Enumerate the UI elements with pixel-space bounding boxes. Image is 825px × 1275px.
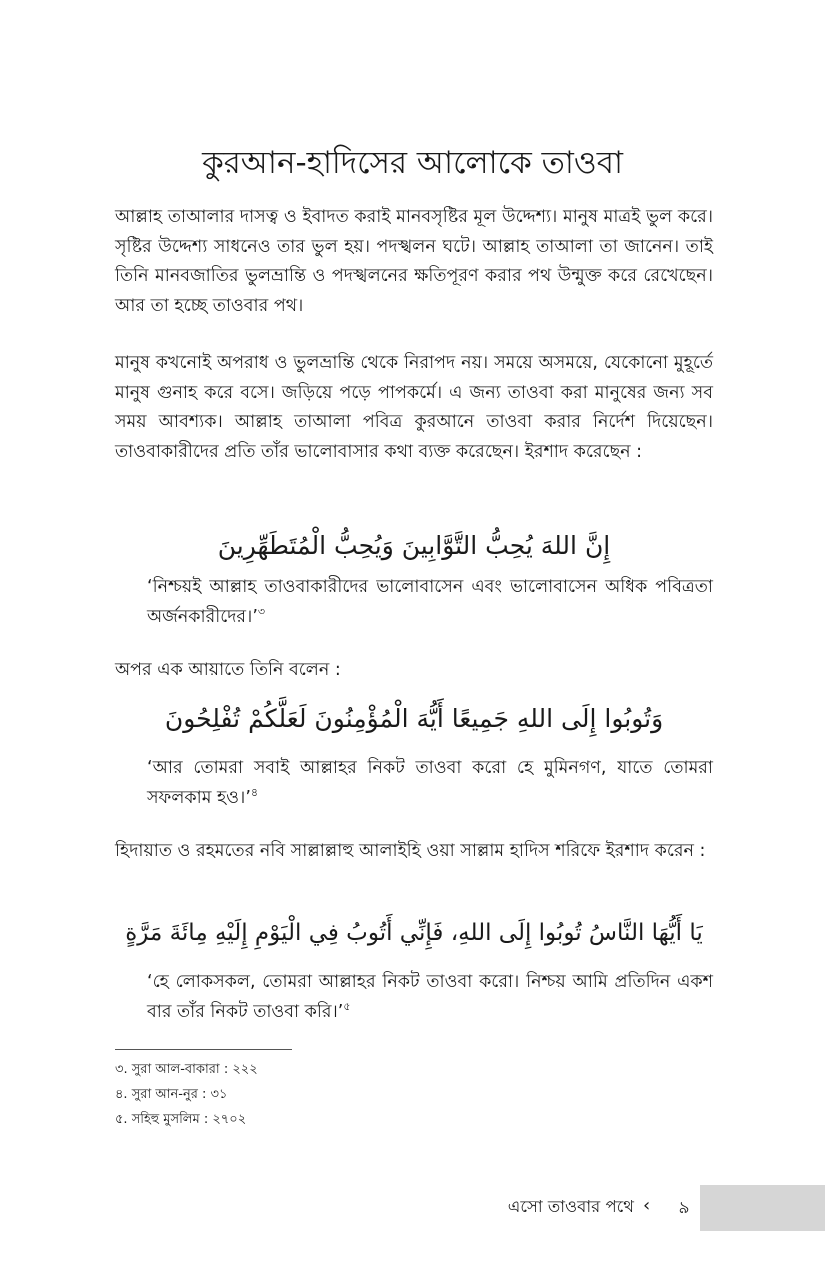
arabic-hadith: يَا أَيُّهَا النَّاسُ تُوبُوا إِلَى اللهِ، فَإِنِّي أَتُوبُ فِي الْيَوْمِ إِلَيْهِ مِائَةَ مَرَّةٍ bbox=[125, 920, 703, 946]
footnote-ref-4: ৪ bbox=[250, 785, 259, 799]
footnotes bbox=[115, 1057, 515, 1132]
footer-band bbox=[700, 1185, 825, 1231]
translation-quote-1 bbox=[147, 573, 713, 632]
chevron-left-icon: ‹ bbox=[643, 1195, 651, 1216]
paragraph-human-error: মানুষ কখনোই অপরাধ ও ভুলভ্রান্তি থেকে নিরাপদ নয়। সময়ে অসময়ে, যেকোনো মুহূর্তে মানুষ গুনাহ করে বসে। জড়িয়ে পড়ে পাপকর্মে। এ জন্য তাওবা করা মানুষের জন্য সব সময় আবশ্যক। আল্লাহ তাআলা পবিত্র কুরআনে তাওবা করার নির্দেশ দিয়েছেন। তাওবাকারীদের প্রতি তাঁর ভালোবাসার কথা ব্যক্ত করেছেন। ইরশাদ করেছেন : bbox=[115, 353, 713, 462]
footnote-item: ৪. সুরা আন-নুর : ৩১ bbox=[115, 1087, 228, 1102]
translation-quote-3-text: ‘হে লোকসকল, তোমরা আল্লাহর নিকট তাওবা করো। নিশ্চয় আমি প্রতিদিন একশ বার তাঁর নিকট তাওবা করি।’ bbox=[147, 972, 713, 1022]
translation-quote-1-text: ‘নিশ্চয়ই আল্লাহ তাওবাকারীদের ভালোবাসেন এবং ভালোবাসেন অধিক পবিত্রতা অর্জনকারীদের।’ bbox=[147, 577, 713, 627]
footnote-item: ৩. সুরা আল-বাকারা : ২২২ bbox=[115, 1062, 258, 1077]
translation-quote-3 bbox=[147, 968, 713, 1027]
footnote-item: ৫. সহিহু মুসলিম : ২৭০২ bbox=[115, 1112, 247, 1127]
footnote-divider bbox=[115, 1049, 292, 1050]
footnote-ref-5: ৫ bbox=[343, 999, 351, 1013]
running-footer-title: এসো তাওবার পথে bbox=[507, 1197, 634, 1216]
arabic-verse-1: إِنَّ اللهَ يُحِبُّ التَّوَّابِينَ وَيُحِبُّ الْمُتَطَهِّرِينَ bbox=[217, 531, 611, 560]
paragraph-another-verse: অপর এক আয়াতে তিনি বলেন : bbox=[115, 660, 341, 680]
paragraph-hadith-intro: হিদায়াত ও রহমতের নবি সাল্লাল্লাহু আলাইহি ওয়া সাল্লাম হাদিস শরিফে ইরশাদ করেন : bbox=[115, 841, 706, 861]
translation-quote-2 bbox=[147, 754, 713, 813]
paragraph-intro: আল্লাহ তাআলার দাসত্ব ও ইবাদত করাই মানবসৃষ্টির মূল উদ্দেশ্য। মানুষ মাত্রই ভুল করে। সৃষ্টির উদ্দেশ্য সাধনেও তার ভুল হয়। পদস্খলন ঘটে। আল্লাহ তাআলা তা জানেন। তাই তিনি মানবজাতির ভুলভ্রান্তি ও পদস্খলনের ক্ষতিপূরণ করার পথ উন্মুক্ত করে রেখেছেন। আর তা হচ্ছে তাওবার পথ। bbox=[115, 207, 713, 316]
footnote-ref-3: ৩ bbox=[257, 604, 266, 618]
translation-quote-2-text: ‘আর তোমরা সবাই আল্লাহর নিকট তাওবা করো হে মুমিনগণ, যাতে তোমরা সফলকাম হও।’ bbox=[147, 758, 713, 808]
page-number: ৯ bbox=[678, 1198, 690, 1218]
arabic-verse-2: وَتُوبُوا إِلَى اللهِ جَمِيعًا أَيُّهَ الْمُؤْمِنُونَ لَعَلَّكُمْ تُفْلِحُونَ bbox=[164, 704, 664, 733]
page-title: কুরআন-হাদিসের আলোকে তাওবা bbox=[202, 145, 623, 181]
